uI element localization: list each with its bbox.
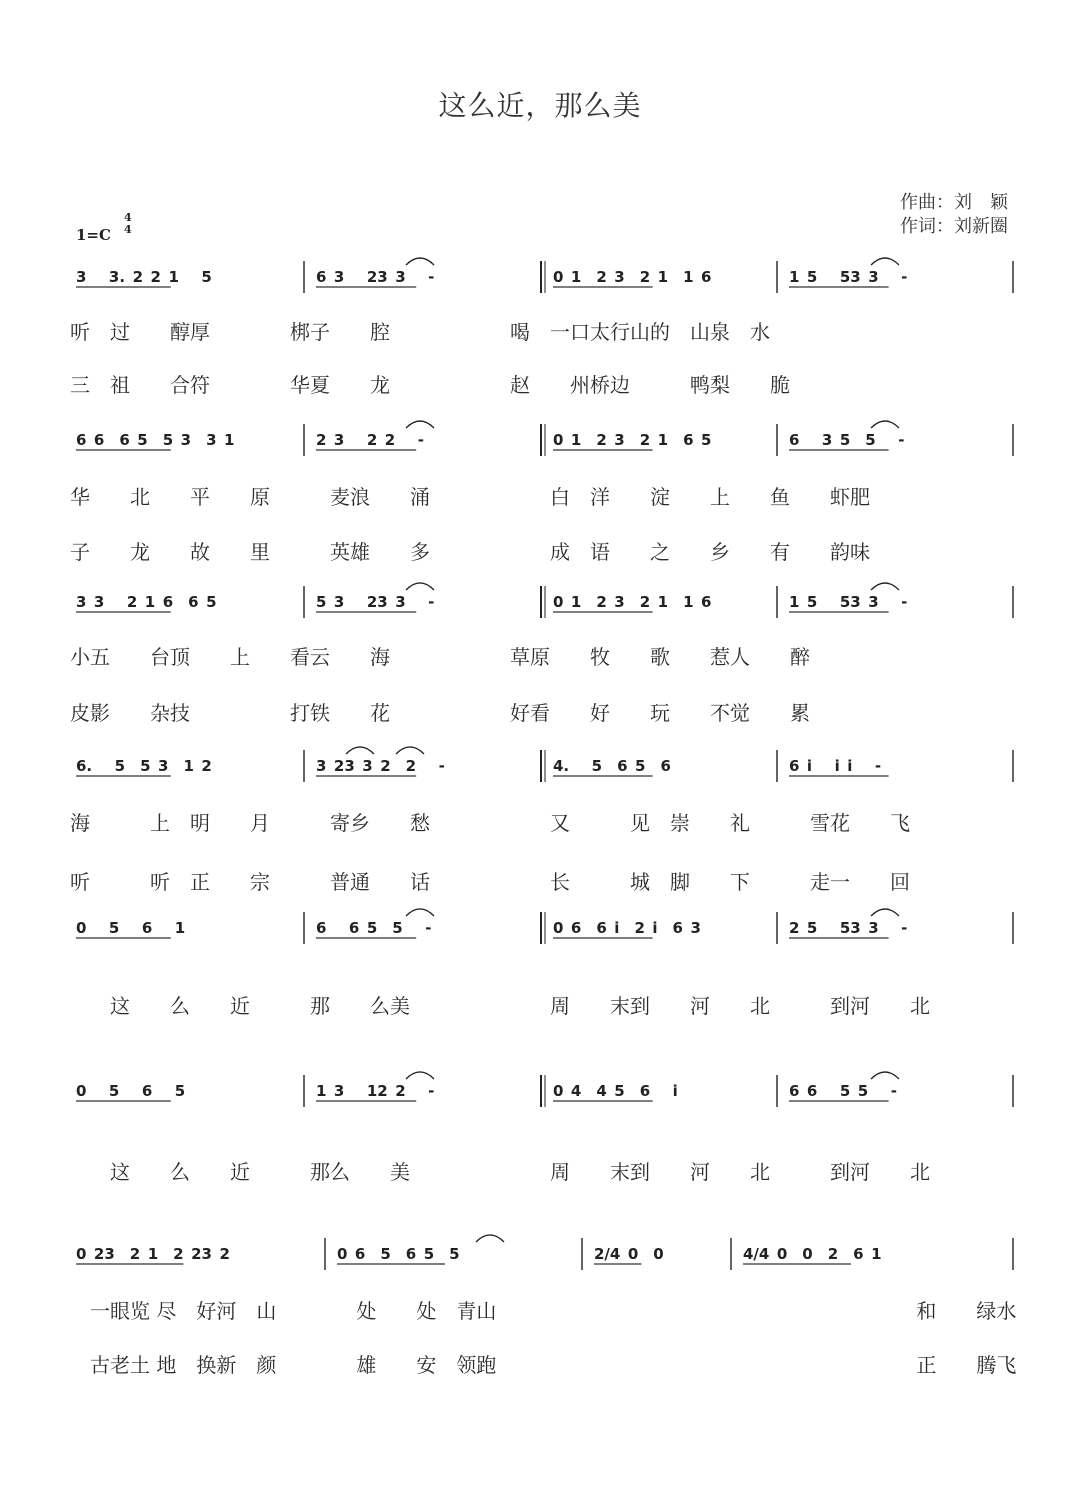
lyrics-line: 海 上 明 月 寄乡 愁 又 见 崇 礼 雪花 飞 — [70, 811, 910, 835]
measure-notes: 1 5 53 3 - — [789, 593, 908, 611]
slur-arc — [871, 1072, 899, 1079]
measure-notes: 3 3 2 1 6 6 5 — [76, 593, 217, 611]
lyrics-line: 三 祖 合符 华夏 龙 赵 州桥边 鸭梨 脆 — [70, 373, 790, 397]
slur-arc — [406, 1072, 434, 1079]
measure-notes: 2 5 53 3 - — [789, 919, 908, 937]
lyrics-line: 皮影 杂技 打铁 花 好看 好 玩 不觉 累 — [70, 701, 810, 725]
page-title: 这么近，那么美 — [438, 89, 642, 122]
slur-arc — [476, 1235, 504, 1242]
measure-notes: 3 23 3 2 2 - — [316, 757, 445, 775]
lyrics-line: 一眼览 尽 好河 山 处 处 青山 和 绿水 — [70, 1299, 1017, 1323]
measure-notes: 6 3 5 5 - — [789, 431, 905, 449]
measure-notes: 6. 5 5 3 1 2 — [76, 757, 212, 775]
slur-arc — [871, 583, 899, 590]
measure-notes: 6 6 6 5 5 3 3 1 — [76, 431, 235, 449]
slur-arc — [871, 421, 899, 428]
time-top: 4 — [124, 211, 132, 224]
lyrics-line: 华 北 平 原 麦浪 涌 白 洋 淀 上 鱼 虾肥 — [70, 485, 870, 509]
measure-notes: 0 5 6 1 — [76, 919, 186, 937]
measure-notes: 0 4 4 5 6 i — [553, 1082, 678, 1100]
lyrics-line: 听 过 醇厚 梆子 腔 喝 一口太行山的 山泉 水 — [70, 320, 770, 344]
measure-notes: 5 3 23 3 - — [316, 593, 435, 611]
measure-notes: 0 6 6 i 2 i 6 3 — [553, 919, 701, 937]
measure-notes: 0 1 2 3 2 1 6 5 — [553, 431, 712, 449]
time-bottom: 4 — [124, 223, 132, 236]
measure-notes: 3 3. 2 2 1 5 — [76, 268, 212, 286]
measure-notes: 6 3 23 3 - — [316, 268, 435, 286]
lyrics-line: 小五 台顶 上 看云 海 草原 牧 歌 惹人 醉 — [70, 645, 810, 669]
lyrics-line: 这 么 近 那么 美 周 末到 河 北 到河 北 — [70, 1160, 930, 1184]
slur-arc — [406, 258, 434, 265]
measure-notes: 0 1 2 3 2 1 1 6 — [553, 268, 712, 286]
measure-notes: 0 23 2 1 2 23 2 — [76, 1245, 230, 1263]
composer-credit: 作曲：刘 颖 — [900, 192, 1008, 213]
measure-notes: 0 1 2 3 2 1 1 6 — [553, 593, 712, 611]
measure-notes: 0 5 6 5 — [76, 1082, 186, 1100]
key-label: 1=C — [76, 226, 111, 244]
lyrics-line: 古老土 地 换新 颜 雄 安 领跑 正 腾飞 — [70, 1353, 1017, 1377]
slur-arc — [406, 583, 434, 590]
measure-notes: 4/4 0 0 2 6 1 — [743, 1245, 882, 1263]
measure-notes: 6 i i i - — [789, 757, 882, 775]
slur-arc — [406, 421, 434, 428]
measure-notes: 1 3 12 2 - — [316, 1082, 435, 1100]
measure-notes: 6 6 5 5 - — [789, 1082, 897, 1100]
lyrics-line: 这 么 近 那 么美 周 末到 河 北 到河 北 — [70, 994, 930, 1018]
lyrics-line: 子 龙 故 里 英雄 多 成 语 之 乡 有 韵味 — [70, 540, 870, 564]
measure-notes: 2/4 0 0 — [594, 1245, 664, 1263]
slur-arc — [396, 747, 424, 754]
slur-arc — [871, 258, 899, 265]
measure-notes: 0 6 5 6 5 5 — [337, 1245, 460, 1263]
slur-arc — [346, 747, 374, 754]
slur-arc — [871, 909, 899, 916]
slur-arc — [406, 909, 434, 916]
measure-notes: 6 6 5 5 - — [316, 919, 432, 937]
lyricist-credit: 作词：刘新圈 — [900, 216, 1008, 237]
lyrics-line: 听 听 正 宗 普通 话 长 城 脚 下 走一 回 — [70, 870, 910, 894]
measure-notes: 1 5 53 3 - — [789, 268, 908, 286]
measure-notes: 2 3 2 2 - — [316, 431, 424, 449]
measure-notes: 4. 5 6 5 6 — [553, 757, 671, 775]
